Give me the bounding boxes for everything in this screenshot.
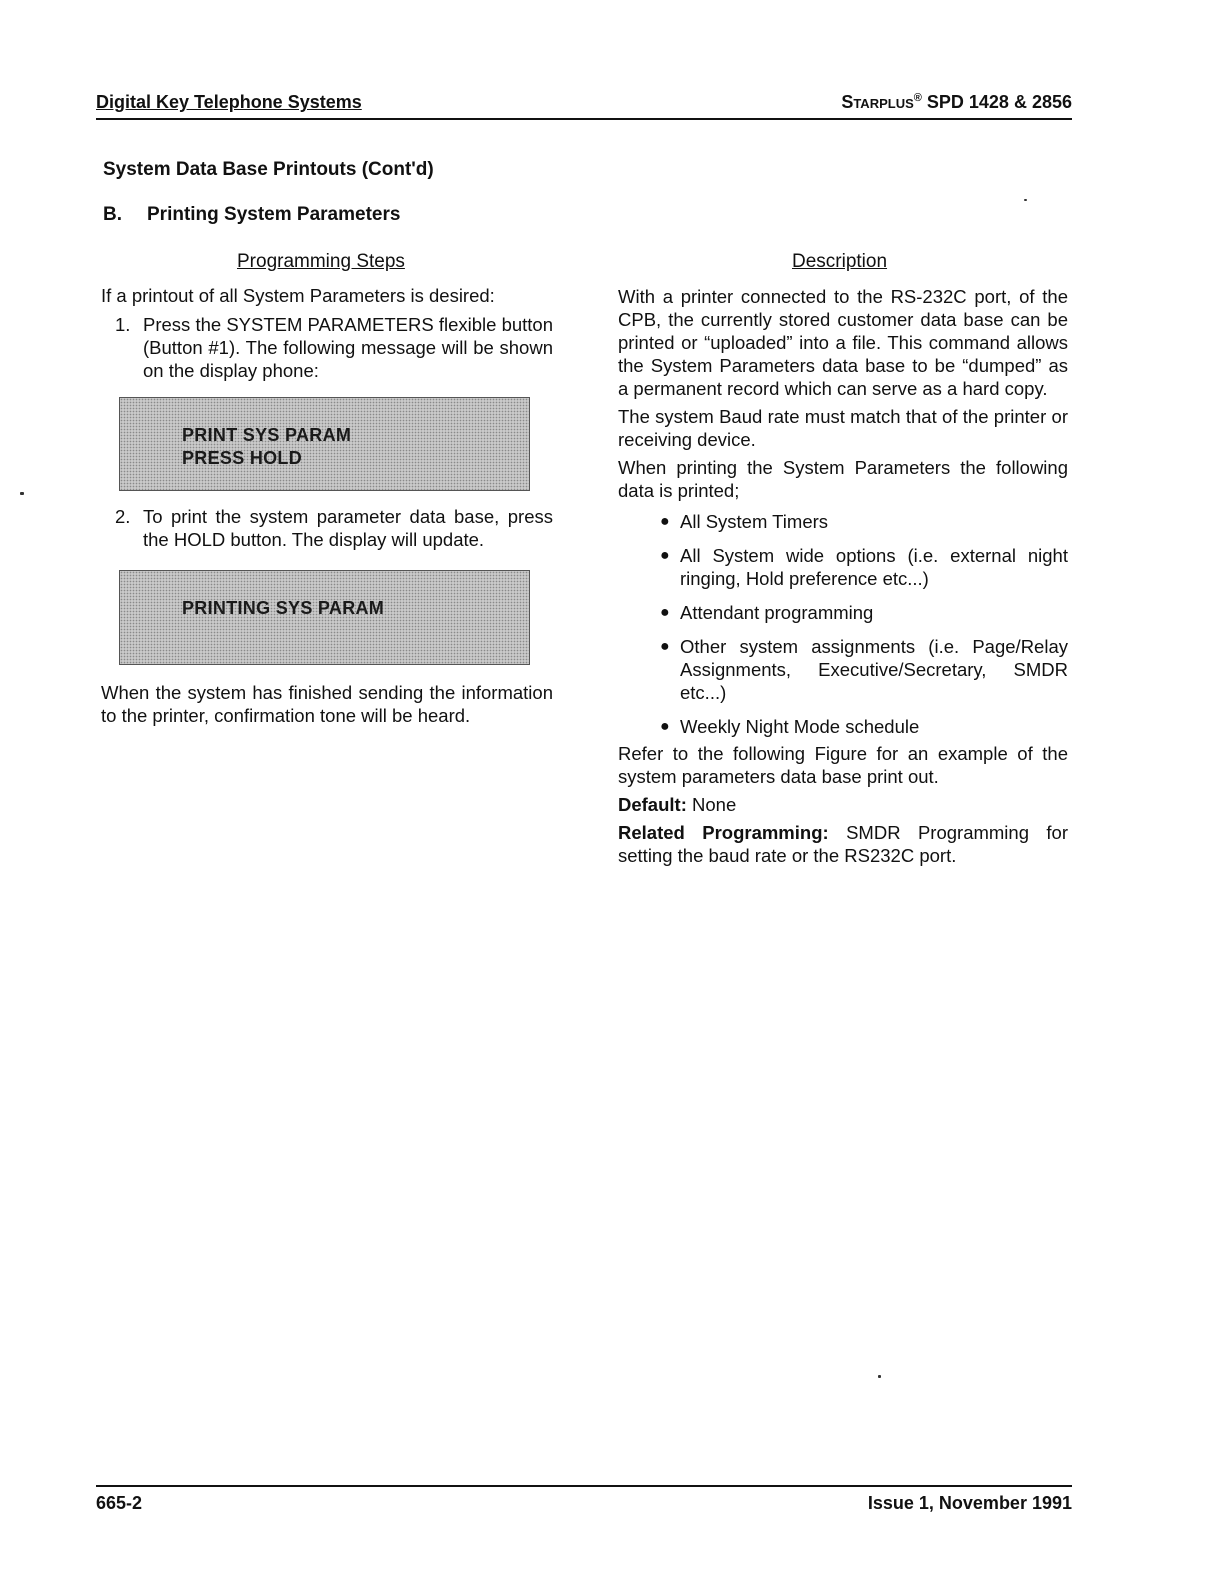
bullet-icon: ●: [660, 718, 670, 735]
scan-speck: [1024, 199, 1027, 201]
list-item: [660, 544, 1068, 590]
step-1-text: Press the SYSTEM PARAMETERS flexible button (Button #1). The following message will be shown on the display phone:: [143, 314, 553, 381]
description-para-3: When printing the System Parameters the following data is printed;: [618, 457, 1068, 501]
display-message-print: [119, 397, 530, 491]
display-1-line-1: PRINT SYS PARAM: [182, 425, 352, 445]
step-2-block: [101, 505, 553, 551]
list-item-text: Other system assignments (i.e. Page/Relay Assignments, Executive/Secretary, SMDR etc...): [680, 636, 1068, 703]
header-left-title: Digital Key Telephone Systems: [96, 92, 362, 112]
subsection-letter: B.: [103, 204, 122, 225]
scan-speck: [20, 492, 24, 495]
default-label: Default:: [618, 794, 687, 815]
description-para-4: Refer to the following Figure for an example of the system parameters data base print out.: [618, 743, 1068, 787]
step-1: [101, 313, 553, 382]
header-model: SPD 1428 & 2856: [926, 92, 1072, 112]
description-para-1: With a printer connected to the RS-232C port, of the CPB, the currently stored customer data base can be printed or “uploaded” into a file. This command allows the System Parameters data base to be “dumped” as a permanent record which can serve as a hard copy.: [618, 286, 1068, 399]
list-item-text: Weekly Night Mode schedule: [680, 716, 920, 737]
list-item: [660, 635, 1068, 704]
list-item-text: All System wide options (i.e. external night ringing, Hold preference etc...): [680, 545, 1068, 589]
default-value: None: [692, 794, 737, 815]
list-item: [660, 510, 1068, 533]
display-2-line-1: PRINTING SYS PARAM: [182, 598, 385, 618]
section-title: System Data Base Printouts (Cont'd): [103, 159, 434, 180]
description-para-2: The system Baud rate must match that of the printer or receiving device.: [618, 406, 1068, 450]
issue-date: Issue 1, November 1991: [867, 1493, 1072, 1513]
scan-speck: [878, 1375, 881, 1378]
bullet-icon: ●: [660, 604, 670, 621]
related-value: SMDR Programming for setting the baud rate or the RS232C port.: [618, 822, 1068, 866]
list-item-text: Attendant programming: [680, 602, 874, 623]
subsection-title: [103, 204, 400, 226]
steps-intro: If a printout of all System Parameters is desired:: [101, 285, 495, 306]
default-line: [618, 793, 1068, 816]
registered-mark: ®: [913, 92, 922, 104]
header-brand: Starplus: [841, 92, 914, 112]
step-2-number: 2.: [115, 506, 131, 527]
closing-text: When the system has finished sending the information to the printer, confirmation tone will be heard.: [101, 682, 553, 726]
list-item: [660, 601, 1068, 624]
step-2: [101, 505, 553, 551]
step-1-number: 1.: [115, 314, 131, 335]
related-programming: [618, 821, 1068, 867]
list-item: [660, 715, 1068, 738]
step-2-text: To print the system parameter data base, press the HOLD button. The display will update.: [143, 506, 553, 550]
related-label: Related Programming:: [618, 822, 829, 843]
programming-steps-heading: Programming Steps: [237, 251, 405, 272]
subsection-title-text: Printing System Parameters: [147, 204, 401, 225]
display-1-line-2: PRESS HOLD: [182, 448, 303, 468]
page-number: 665-2: [96, 1493, 143, 1513]
display-message-printing: [119, 570, 530, 665]
programming-steps-column: [101, 284, 553, 382]
description-heading: Description: [792, 251, 888, 272]
list-item-text: All System Timers: [680, 511, 829, 532]
bullet-icon: ●: [660, 513, 670, 530]
bullet-icon: ●: [660, 638, 670, 655]
closing-block: [101, 681, 553, 727]
header-right-title: [841, 92, 1072, 113]
page-footer: [96, 1485, 1072, 1513]
page-header: [96, 90, 1072, 120]
printed-data-list: [618, 510, 1068, 738]
bullet-icon: ●: [660, 547, 670, 564]
description-column: [618, 285, 1068, 872]
